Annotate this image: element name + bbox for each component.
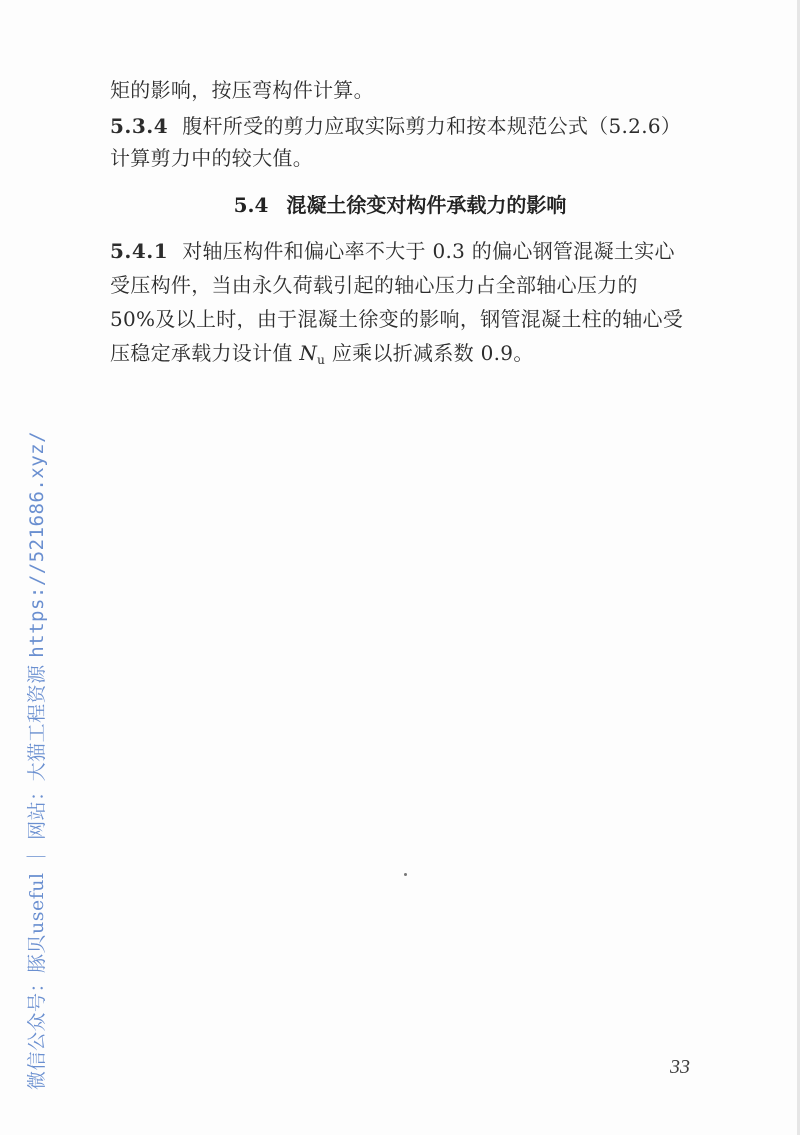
symbol-subscript-u: u (317, 353, 326, 367)
scan-speck (404, 873, 407, 876)
symbol-n: N (299, 341, 318, 365)
paragraph-line-3 (110, 145, 720, 171)
section-number: 5.4 (233, 193, 269, 217)
watermark-text: 微信公众号：豚贝useful ｜ 网站：大猫工程资源 (26, 657, 48, 1090)
clause-line-1: 对轴压构件和偏心率不大于 0.3 的偏心钢管混凝土实心 (182, 239, 675, 263)
section-heading (0, 192, 800, 218)
clause-line-4-start: 压稳定承载力设计值 (110, 341, 300, 365)
clause-5-4-1 (110, 238, 720, 264)
clause-5-4-1-line-4 (110, 340, 720, 373)
section-title: 混凝土徐变对构件承载力的影响 (286, 193, 567, 217)
clause-5-4-1-line-3 (110, 306, 720, 332)
side-watermark (22, 370, 52, 1090)
clause-line-4-end: 应乘以折减系数 0.9。 (325, 341, 534, 365)
clause-line-3: 50%及以上时，由于混凝土徐变的影响，钢管混凝土柱的轴心受 (110, 307, 684, 331)
clause-text: 腹杆所受的剪力应取实际剪力和按本规范公式（5.2.6） (182, 114, 682, 138)
page-number: 33 (670, 1056, 690, 1078)
continuation-text: 矩的影响，按压弯构件计算。 (110, 78, 374, 102)
clause-number: 5.3.4 (110, 114, 169, 138)
clause-line-2: 受压构件，当由永久荷载引起的轴心压力占全部轴心压力的 (110, 273, 638, 297)
clause-5-3-4 (110, 113, 720, 139)
clause-number: 5.4.1 (110, 239, 169, 263)
clause-text-continued: 计算剪力中的较大值。 (110, 146, 313, 170)
paragraph-line-1 (110, 77, 720, 103)
watermark-url: https://521686.xyz/ (26, 430, 48, 658)
clause-5-4-1-line-2 (110, 272, 720, 298)
